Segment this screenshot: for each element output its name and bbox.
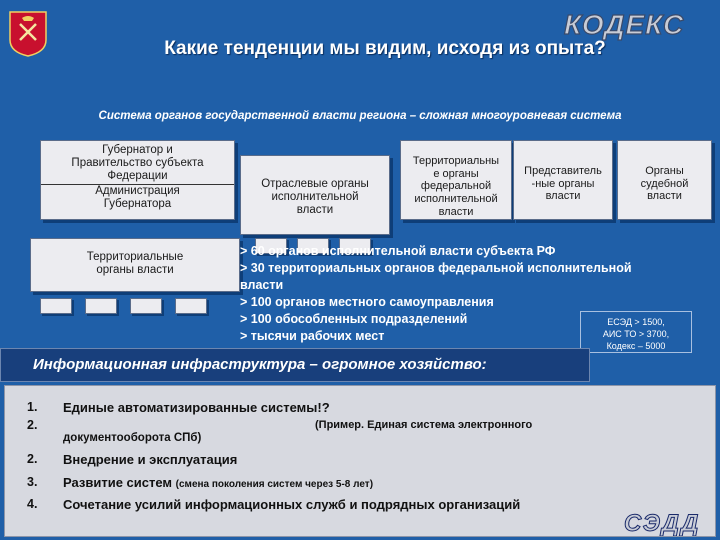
info-item: Сочетание усилий информационных служб и подрядных организаций [63, 497, 521, 512]
info-item: Единые автоматизированные системы!? [63, 400, 330, 415]
territorial-bodies-box [30, 238, 240, 292]
mini-box [130, 298, 162, 314]
fed-terr-line4: исполнительной [414, 192, 498, 205]
court-line1: Органы [645, 165, 684, 177]
stats-line: ЕСЭД > 1500, [607, 317, 665, 327]
rep-line3: власти [545, 190, 581, 203]
fed-terr-line2: е органы [433, 167, 479, 180]
branch-line1: Отраслевые органы [261, 178, 369, 190]
administration-line2: Губернатора [103, 197, 172, 210]
stats-line: АИС ТО > 3700, [602, 329, 670, 339]
info-header: Информационная инфраструктура – огромное хозяйство: [0, 348, 590, 382]
fact-item: > 100 органов местного самоуправления [240, 295, 494, 309]
fact-item: > 100 обособленных подразделений [240, 312, 468, 326]
fed-terr-line1: Территориальны [412, 155, 500, 167]
info-item-example: (Пример. Единая система электронного [315, 419, 533, 431]
branch-line3: власти [296, 204, 334, 217]
branch-bodies-box [240, 155, 390, 235]
subtitle: Система органов государственной власти региона – сложная многоуровневая система [98, 110, 622, 122]
item-number: 2. [27, 452, 38, 466]
item-number: 1. [27, 400, 38, 414]
systems-stats-box [580, 311, 692, 353]
mini-box [175, 298, 207, 314]
administration-line1: Администрация [95, 184, 180, 197]
fact-item: > 60 органов исполнительной власти субъекта РФ [240, 244, 556, 258]
svg-text:КОДЕКС: КОДЕКС [564, 9, 685, 40]
info-item: Развитие систем [63, 475, 173, 490]
fed-terr-line5: власти [438, 205, 474, 218]
item-number: 4. [27, 497, 38, 511]
territorial-line1: Территориальные [86, 251, 184, 263]
info-item-example-cont: документооборота СПб) [63, 432, 202, 444]
item-number: 2. [27, 418, 38, 432]
svg-text:СЭДД: СЭДД [624, 510, 701, 536]
mini-box [40, 298, 72, 314]
governor-line3: Федерации [107, 170, 168, 183]
representative-box [513, 140, 613, 220]
item-number: 3. [27, 475, 38, 489]
branch-line2: исполнительной [271, 191, 359, 204]
fact-item: > тысячи рабочих мест [240, 329, 385, 343]
coat-of-arms-icon [8, 10, 48, 58]
info-panel [4, 385, 716, 537]
fact-item: > 30 территориальных органов федеральной исполнительной [240, 261, 632, 275]
page-title: Какие тенденции мы видим, исходя из опыта? [164, 38, 606, 59]
rep-line2: -ные органы [531, 177, 595, 190]
info-item: Внедрение и эксплуатация [63, 452, 238, 467]
judicial-box [617, 140, 712, 220]
fed-terr-line3: федеральной [420, 180, 492, 193]
federal-territorial-box [400, 140, 512, 220]
fact-item: власти [240, 278, 284, 292]
court-line2: судебной [640, 177, 689, 190]
territorial-line2: органы власти [96, 264, 174, 277]
info-item-note: (смена поколения систем через 5-8 лет) [175, 479, 374, 490]
governor-box [40, 140, 235, 220]
mini-box [85, 298, 117, 314]
kodeks-logo [560, 6, 710, 42]
court-line3: власти [647, 190, 682, 203]
sedd-logo [620, 508, 712, 536]
governor-line2: Правительство субъекта [71, 157, 204, 170]
rep-line1: Представитель [524, 165, 602, 177]
governor-line1: Губернатор и [102, 144, 173, 156]
stats-line: Кодекс – 5000 [606, 341, 666, 351]
